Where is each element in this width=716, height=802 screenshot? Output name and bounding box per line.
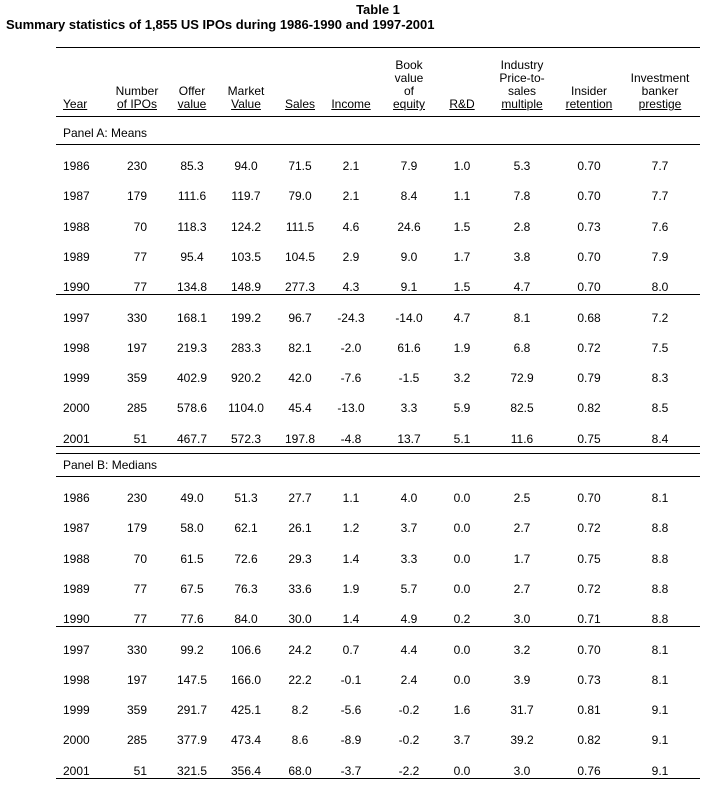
cell-income: 2.1 <box>342 189 360 204</box>
column-header-book-value-of-equity: Book <box>395 58 423 72</box>
cell-offer-value: 61.5 <box>180 551 204 566</box>
cell-offer-value: 111.6 <box>177 189 207 204</box>
panel-label: Panel A: Means <box>63 126 148 140</box>
cell-r-and-d: 3.2 <box>453 371 471 386</box>
column-header-insider-retention: Insider <box>570 84 608 98</box>
cell-offer-value: 58.0 <box>180 521 204 536</box>
column-header-offer-value: Offer <box>178 84 206 98</box>
cell-income: 4.6 <box>342 219 360 234</box>
cell-sales: 42.0 <box>288 371 312 386</box>
cell-investment-banker-prestige: 7.9 <box>651 249 669 264</box>
cell-income: -4.8 <box>340 431 362 446</box>
column-header-industry-price-to-sales: Price-to- <box>499 71 545 85</box>
cell-offer-value: 67.5 <box>180 581 204 596</box>
cell-market-value: 103.5 <box>230 249 262 264</box>
column-header-investment-banker-prestige: Investment <box>630 71 690 85</box>
cell-investment-banker-prestige: 8.8 <box>651 581 669 596</box>
cell-sales: 27.7 <box>288 491 312 505</box>
cell-number-of-ipos: 70 <box>133 219 147 234</box>
cell-offer-value: 168.1 <box>176 310 208 325</box>
cell-year: 2001 <box>63 431 90 446</box>
table-subtitle: Summary statistics of 1,855 US IPOs during 1986-1990 and 1997-2001 <box>6 17 435 32</box>
cell-year: 1986 <box>63 159 90 173</box>
panel-bottom-rule <box>56 446 700 447</box>
cell-industry-price-to-sales: 3.0 <box>513 763 531 778</box>
cell-number-of-ipos: 197 <box>126 340 147 355</box>
cell-year: 1988 <box>63 551 90 566</box>
cell-book-value-of-equity: 3.7 <box>400 521 418 536</box>
cell-sales: 33.6 <box>288 581 312 596</box>
cell-number-of-ipos: 51 <box>133 763 147 778</box>
cell-r-and-d: 1.6 <box>453 703 471 718</box>
column-header-book-value-of-equity: equity <box>392 97 426 111</box>
cell-year: 1990 <box>63 280 90 295</box>
cell-market-value: 199.2 <box>230 310 262 325</box>
cell-income: 2.1 <box>342 159 360 173</box>
cell-insider-retention: 0.71 <box>577 612 601 627</box>
cell-industry-price-to-sales: 72.9 <box>510 371 534 386</box>
cell-industry-price-to-sales: 3.0 <box>513 612 531 627</box>
cell-book-value-of-equity: 4.0 <box>400 491 418 505</box>
cell-market-value: 1104.0 <box>228 401 264 416</box>
cell-investment-banker-prestige: 9.1 <box>651 733 669 748</box>
cell-offer-value: 77.6 <box>180 612 204 627</box>
cell-book-value-of-equity: 4.4 <box>400 642 418 657</box>
cell-r-and-d: 0.0 <box>453 551 471 566</box>
cell-income: 1.1 <box>342 491 360 505</box>
cell-number-of-ipos: 359 <box>126 371 147 386</box>
cell-industry-price-to-sales: 7.8 <box>513 189 531 204</box>
column-header-market-value: Value <box>231 97 261 111</box>
cell-offer-value: 95.4 <box>180 249 204 264</box>
cell-year: 1990 <box>63 612 90 627</box>
column-header-investment-banker-prestige: prestige <box>638 97 682 111</box>
cell-r-and-d: 0.0 <box>453 491 471 505</box>
cell-sales: 8.6 <box>291 733 309 748</box>
cell-number-of-ipos: 359 <box>126 703 147 718</box>
cell-market-value: 148.9 <box>230 280 262 295</box>
cell-year: 1997 <box>63 310 90 325</box>
period-separator-rule <box>56 294 700 295</box>
cell-investment-banker-prestige: 8.1 <box>651 491 669 505</box>
cell-year: 1998 <box>63 672 90 687</box>
cell-investment-banker-prestige: 7.5 <box>651 340 669 355</box>
cell-market-value: 473.4 <box>230 733 262 748</box>
cell-income: 0.7 <box>342 642 360 657</box>
cell-industry-price-to-sales: 2.5 <box>513 491 531 505</box>
cell-book-value-of-equity: -1.5 <box>398 371 420 386</box>
cell-offer-value: 49.0 <box>180 491 204 505</box>
column-header-investment-banker-prestige: banker <box>641 84 679 98</box>
column-header-insider-retention: retention <box>565 97 613 111</box>
column-header-r-and-d: R&D <box>449 97 475 111</box>
cell-number-of-ipos: 285 <box>126 401 147 416</box>
column-header-industry-price-to-sales: sales <box>507 84 536 98</box>
cell-insider-retention: 0.70 <box>577 491 601 505</box>
header-bottom-rule <box>56 116 700 117</box>
cell-investment-banker-prestige: 8.8 <box>651 612 669 627</box>
column-header-year: Year <box>63 97 88 111</box>
cell-sales: 68.0 <box>288 763 312 778</box>
cell-investment-banker-prestige: 8.0 <box>651 280 669 295</box>
cell-income: -13.0 <box>337 401 365 416</box>
period-separator-rule <box>56 626 700 627</box>
cell-sales: 79.0 <box>288 189 312 204</box>
cell-book-value-of-equity: 9.1 <box>400 280 418 295</box>
cell-income: -3.7 <box>340 763 362 778</box>
cell-number-of-ipos: 330 <box>126 642 147 657</box>
panel-bottom-rule <box>56 778 700 779</box>
cell-year: 1997 <box>63 642 90 657</box>
cell-year: 1988 <box>63 219 90 234</box>
cell-sales: 8.2 <box>291 703 309 718</box>
cell-offer-value: 377.9 <box>176 733 208 748</box>
cell-sales: 96.7 <box>288 310 312 325</box>
cell-industry-price-to-sales: 3.8 <box>513 249 531 264</box>
header-top-rule <box>56 47 700 48</box>
cell-income: 1.9 <box>342 581 360 596</box>
cell-market-value: 166.0 <box>230 672 262 687</box>
cell-book-value-of-equity: -14.0 <box>395 310 423 325</box>
cell-insider-retention: 0.73 <box>577 672 601 687</box>
cell-market-value: 84.0 <box>234 612 258 627</box>
cell-investment-banker-prestige: 7.6 <box>651 219 669 234</box>
cell-r-and-d: 0.0 <box>453 672 471 687</box>
panel-label: Panel B: Medians <box>63 458 158 472</box>
table-title: Table 1 <box>356 2 400 17</box>
cell-income: 1.4 <box>342 612 360 627</box>
cell-book-value-of-equity: 2.4 <box>400 672 418 687</box>
cell-offer-value: 118.3 <box>177 219 207 234</box>
cell-income: -5.6 <box>340 703 362 718</box>
cell-sales: 26.1 <box>288 521 312 536</box>
column-header-sales: Sales <box>284 97 316 111</box>
cell-income: -2.0 <box>340 340 362 355</box>
cell-offer-value: 99.2 <box>180 642 204 657</box>
cell-r-and-d: 0.2 <box>453 612 471 627</box>
panel-separator-rule <box>56 453 700 454</box>
column-header-offer-value: value <box>177 97 207 111</box>
cell-number-of-ipos: 77 <box>133 612 147 627</box>
cell-number-of-ipos: 230 <box>126 491 147 505</box>
cell-r-and-d: 1.5 <box>453 280 471 295</box>
cell-r-and-d: 4.7 <box>453 310 471 325</box>
cell-book-value-of-equity: 13.7 <box>397 431 421 446</box>
cell-year: 1989 <box>63 249 90 264</box>
cell-market-value: 72.6 <box>234 551 258 566</box>
cell-industry-price-to-sales: 2.7 <box>513 521 531 536</box>
panel-label-rule <box>56 144 700 145</box>
cell-investment-banker-prestige: 8.5 <box>651 401 669 416</box>
cell-offer-value: 147.5 <box>176 672 208 687</box>
cell-market-value: 425.1 <box>230 703 262 718</box>
cell-market-value: 356.4 <box>230 763 262 778</box>
column-header-book-value-of-equity: of <box>403 84 414 98</box>
cell-insider-retention: 0.73 <box>577 219 601 234</box>
cell-r-and-d: 0.0 <box>453 581 471 596</box>
cell-book-value-of-equity: 8.4 <box>400 189 418 204</box>
cell-book-value-of-equity: 24.6 <box>397 219 421 234</box>
cell-offer-value: 134.8 <box>176 280 208 295</box>
cell-r-and-d: 0.0 <box>453 521 471 536</box>
cell-insider-retention: 0.82 <box>577 401 601 416</box>
column-header-number-of-ipos: Number <box>115 84 159 98</box>
cell-year: 1999 <box>63 703 90 718</box>
cell-market-value: 572.3 <box>230 431 262 446</box>
cell-r-and-d: 3.7 <box>453 733 471 748</box>
cell-book-value-of-equity: 7.9 <box>400 159 418 173</box>
cell-book-value-of-equity: 9.0 <box>400 249 418 264</box>
cell-book-value-of-equity: -2.2 <box>398 763 420 778</box>
cell-number-of-ipos: 285 <box>126 733 147 748</box>
cell-offer-value: 578.6 <box>176 401 208 416</box>
cell-market-value: 283.3 <box>230 340 262 355</box>
cell-number-of-ipos: 51 <box>133 431 147 446</box>
panel-label-rule <box>56 476 700 477</box>
cell-number-of-ipos: 330 <box>126 310 147 325</box>
cell-income: -7.6 <box>340 371 362 386</box>
cell-insider-retention: 0.75 <box>577 551 601 566</box>
cell-industry-price-to-sales: 4.7 <box>513 280 531 295</box>
cell-sales: 197.8 <box>284 431 316 446</box>
cell-book-value-of-equity: 5.7 <box>400 581 418 596</box>
cell-sales: 22.2 <box>288 672 312 687</box>
cell-insider-retention: 0.72 <box>577 340 601 355</box>
cell-offer-value: 321.5 <box>176 763 208 778</box>
cell-number-of-ipos: 70 <box>133 551 147 566</box>
cell-market-value: 94.0 <box>234 159 258 173</box>
cell-industry-price-to-sales: 3.2 <box>513 642 531 657</box>
cell-offer-value: 402.9 <box>176 371 208 386</box>
cell-industry-price-to-sales: 31.7 <box>510 703 534 718</box>
cell-sales: 29.3 <box>288 551 312 566</box>
cell-market-value: 124.2 <box>230 219 262 234</box>
cell-income: -8.9 <box>340 733 362 748</box>
cell-industry-price-to-sales: 11.6 <box>510 431 534 446</box>
cell-investment-banker-prestige: 8.4 <box>651 431 669 446</box>
column-header-book-value-of-equity: value <box>394 71 424 85</box>
column-header-number-of-ipos: of IPOs <box>116 97 157 111</box>
cell-book-value-of-equity: 3.3 <box>400 551 418 566</box>
cell-book-value-of-equity: -0.2 <box>398 703 420 718</box>
cell-offer-value: 291.7 <box>176 703 208 718</box>
cell-insider-retention: 0.76 <box>577 763 601 778</box>
column-header-income: Income <box>331 97 371 111</box>
cell-insider-retention: 0.70 <box>577 642 601 657</box>
cell-r-and-d: 1.9 <box>453 340 471 355</box>
cell-insider-retention: 0.72 <box>577 581 601 596</box>
cell-industry-price-to-sales: 2.7 <box>513 581 531 596</box>
cell-book-value-of-equity: 61.6 <box>397 340 421 355</box>
cell-book-value-of-equity: 3.3 <box>400 401 418 416</box>
cell-insider-retention: 0.70 <box>577 189 601 204</box>
cell-insider-retention: 0.82 <box>577 733 601 748</box>
cell-number-of-ipos: 77 <box>133 581 147 596</box>
cell-number-of-ipos: 77 <box>133 249 147 264</box>
cell-insider-retention: 0.70 <box>577 280 601 295</box>
cell-industry-price-to-sales: 8.1 <box>513 310 531 325</box>
cell-number-of-ipos: 77 <box>133 280 147 295</box>
cell-sales: 45.4 <box>288 401 312 416</box>
cell-sales: 71.5 <box>288 159 312 173</box>
cell-market-value: 119.7 <box>231 189 261 204</box>
column-header-industry-price-to-sales: Industry <box>500 58 544 72</box>
cell-market-value: 62.1 <box>234 521 258 536</box>
cell-sales: 24.2 <box>288 642 312 657</box>
cell-number-of-ipos: 179 <box>126 521 147 536</box>
cell-insider-retention: 0.81 <box>577 703 601 718</box>
cell-investment-banker-prestige: 8.8 <box>651 551 669 566</box>
table-caption <box>0 2 716 32</box>
cell-market-value: 106.6 <box>230 642 262 657</box>
cell-year: 1987 <box>63 189 90 204</box>
cell-offer-value: 219.3 <box>176 340 208 355</box>
cell-sales: 82.1 <box>288 340 312 355</box>
cell-market-value: 920.2 <box>230 371 262 386</box>
cell-r-and-d: 0.0 <box>453 763 471 778</box>
cell-market-value: 76.3 <box>234 581 258 596</box>
cell-industry-price-to-sales: 5.3 <box>513 159 531 173</box>
cell-year: 1989 <box>63 581 90 596</box>
cell-insider-retention: 0.79 <box>577 371 601 386</box>
cell-r-and-d: 1.5 <box>453 219 471 234</box>
cell-r-and-d: 1.7 <box>453 249 471 264</box>
cell-year: 1998 <box>63 340 90 355</box>
cell-book-value-of-equity: -0.2 <box>398 733 420 748</box>
cell-investment-banker-prestige: 9.1 <box>651 703 669 718</box>
cell-industry-price-to-sales: 39.2 <box>510 733 534 748</box>
cell-sales: 30.0 <box>288 612 312 627</box>
cell-year: 2001 <box>63 763 90 778</box>
cell-year: 2000 <box>63 733 90 748</box>
cell-income: 1.4 <box>342 551 360 566</box>
cell-industry-price-to-sales: 3.9 <box>513 672 531 687</box>
cell-investment-banker-prestige: 7.7 <box>651 189 669 204</box>
cell-insider-retention: 0.72 <box>577 521 601 536</box>
cell-market-value: 51.3 <box>234 491 258 505</box>
cell-investment-banker-prestige: 7.7 <box>651 159 669 173</box>
cell-income: -0.1 <box>340 672 362 687</box>
cell-insider-retention: 0.70 <box>577 159 601 173</box>
column-header-industry-price-to-sales: multiple <box>501 97 543 111</box>
cell-r-and-d: 1.1 <box>453 189 471 204</box>
cell-sales: 104.5 <box>284 249 316 264</box>
cell-year: 1987 <box>63 521 90 536</box>
cell-investment-banker-prestige: 8.1 <box>651 672 669 687</box>
cell-year: 2000 <box>63 401 90 416</box>
cell-industry-price-to-sales: 2.8 <box>513 219 531 234</box>
cell-income: 4.3 <box>342 280 360 295</box>
cell-investment-banker-prestige: 8.8 <box>651 521 669 536</box>
cell-insider-retention: 0.70 <box>577 249 601 264</box>
cell-number-of-ipos: 230 <box>126 159 147 173</box>
cell-industry-price-to-sales: 1.7 <box>513 551 531 566</box>
cell-insider-retention: 0.68 <box>577 310 601 325</box>
cell-industry-price-to-sales: 6.8 <box>513 340 531 355</box>
cell-investment-banker-prestige: 8.3 <box>651 371 669 386</box>
cell-income: -24.3 <box>337 310 365 325</box>
cell-insider-retention: 0.75 <box>577 431 601 446</box>
cell-year: 1999 <box>63 371 90 386</box>
cell-income: 2.9 <box>342 249 360 264</box>
cell-investment-banker-prestige: 7.2 <box>651 310 669 325</box>
cell-r-and-d: 0.0 <box>453 642 471 657</box>
column-header-market-value: Market <box>227 84 265 98</box>
cell-sales: 277.3 <box>284 280 316 295</box>
cell-offer-value: 467.7 <box>176 431 208 446</box>
cell-income: 1.2 <box>342 521 360 536</box>
cell-r-and-d: 1.0 <box>453 159 471 173</box>
cell-industry-price-to-sales: 82.5 <box>510 401 534 416</box>
cell-investment-banker-prestige: 8.1 <box>651 642 669 657</box>
cell-r-and-d: 5.9 <box>453 401 471 416</box>
cell-r-and-d: 5.1 <box>453 431 471 446</box>
cell-year: 1986 <box>63 491 90 505</box>
cell-offer-value: 85.3 <box>180 159 204 173</box>
cell-investment-banker-prestige: 9.1 <box>651 763 669 778</box>
cell-sales: 111.5 <box>285 219 315 234</box>
cell-number-of-ipos: 179 <box>126 189 147 204</box>
cell-number-of-ipos: 197 <box>126 672 147 687</box>
cell-book-value-of-equity: 4.9 <box>400 612 418 627</box>
